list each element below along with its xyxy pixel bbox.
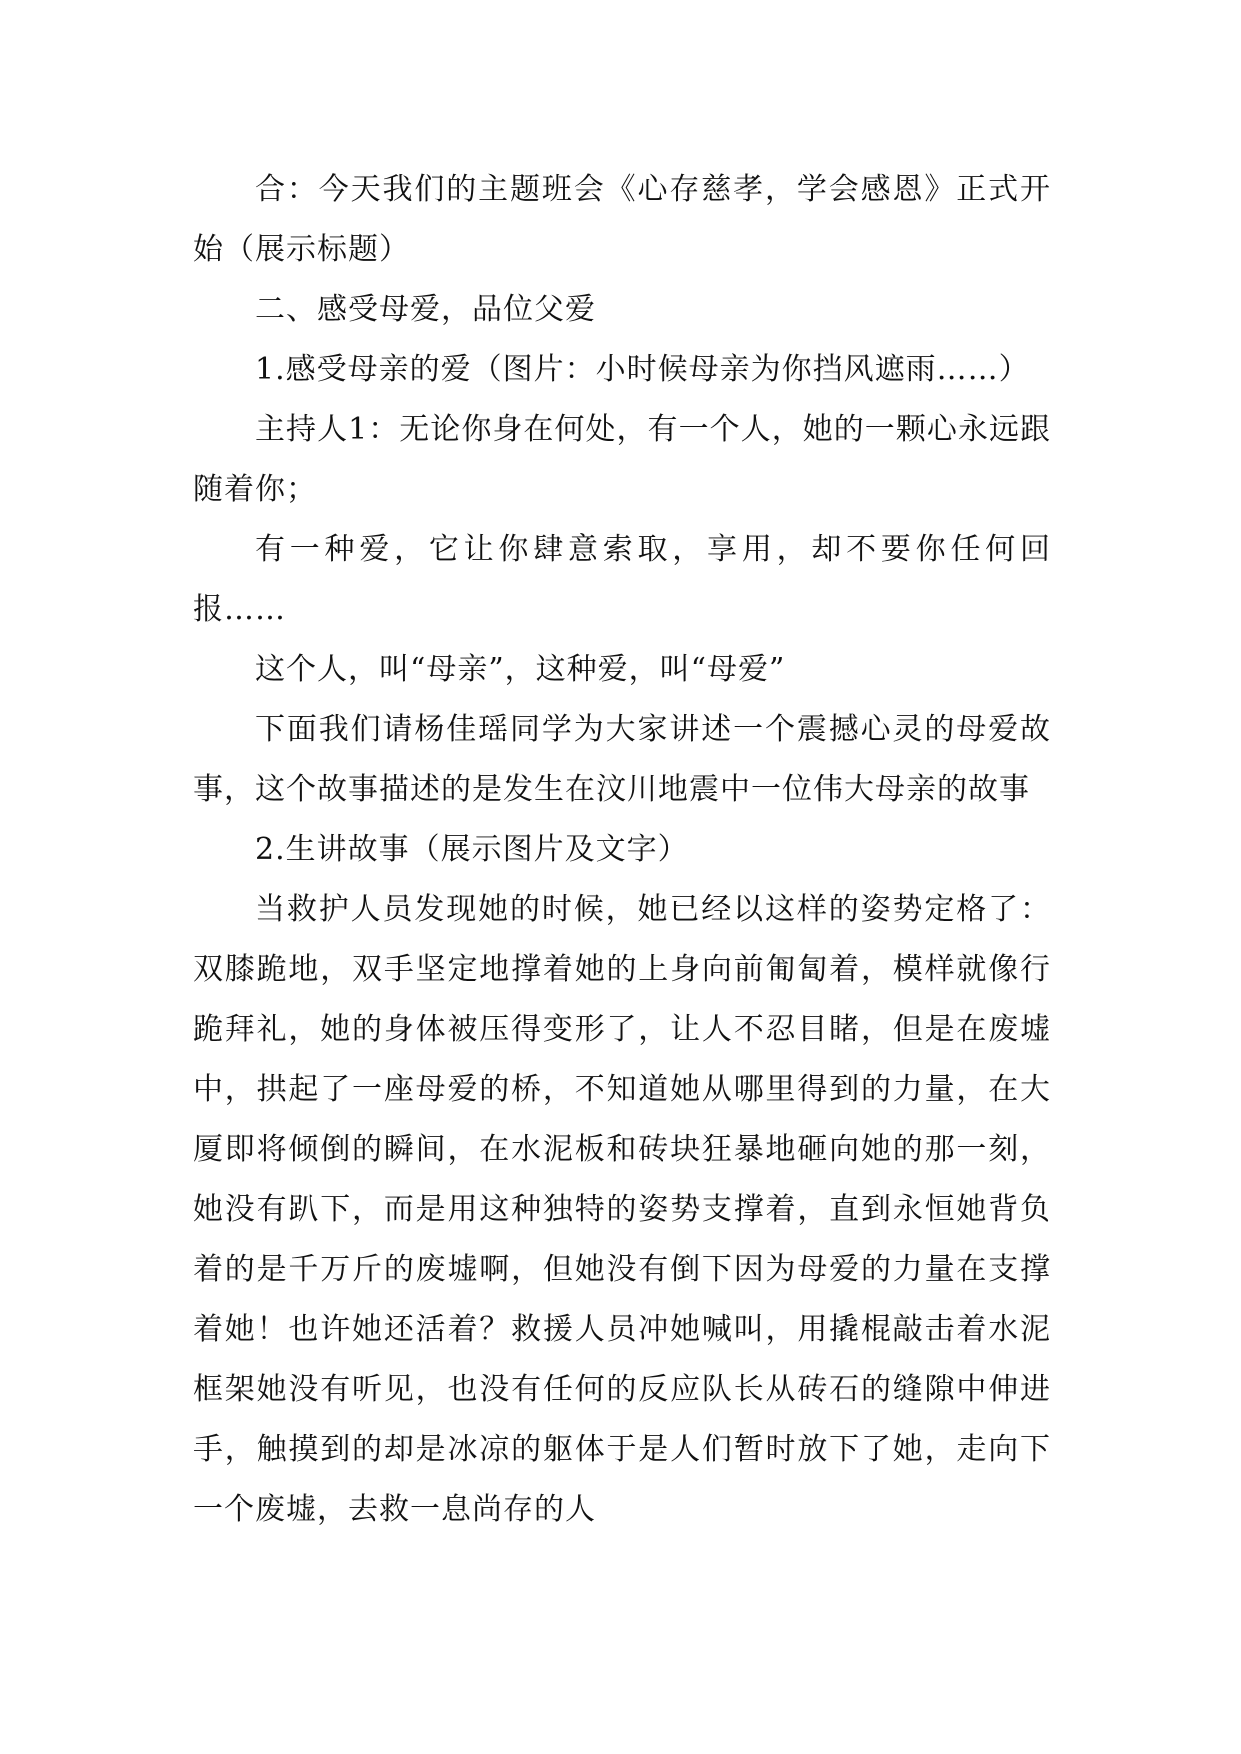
subheading-mother-love: 1.感受母亲的爱（图片：小时候母亲为你挡风遮雨……） <box>255 352 1030 387</box>
paragraph-kind-of-love: 有一种爱，它让你肆意索取，享用，却不要你任何回报…… <box>193 532 1051 627</box>
paragraph-opening: 合：今天我们的主题班会《心存慈孝，学会感恩》正式开始（展示标题） <box>193 172 1051 267</box>
paragraph-story-intro: 下面我们请杨佳瑶同学为大家讲述一个震撼心灵的母爱故事，这个故事描述的是发生在汶川地震中一位伟大母亲的故事 <box>193 712 1051 807</box>
document-body <box>193 160 1051 1540</box>
paragraph-mother-definition: 这个人，叫“母亲”，这种爱，叫“母爱” <box>255 652 786 687</box>
subheading-student-story: 2.生讲故事（展示图片及文字） <box>255 832 689 867</box>
section-heading-feel-love: 二、感受母爱，品位父爱 <box>255 292 596 327</box>
paragraph-story-body: 当救护人员发现她的时候，她已经以这样的姿势定格了：双膝跪地，双手坚定地撑着她的上身向前匍匐着，模样就像行跪拜礼，她的身体被压得变形了，让人不忍目睹，但是在废墟中，拱起了一座母爱的桥，不知道她从哪里得到的力量，在大厦即将倾倒的瞬间，在水泥板和砖块狂暴地砸向她的那一刻，她没有趴下，而是用这种独特的姿势支撑着，直到永恒她背负着的是千万斤的废墟啊，但她没有倒下因为母爱的力量在支撑着她！也许她还活着？救援人员冲她喊叫，用撬棍敲击着水泥框架她没有听见，也没有任何的反应队长从砖石的缝隙中伸进手，触摸到的却是冰凉的躯体于是人们暂时放下了她，走向下一个废墟，去救一息尚存的人 <box>193 892 1051 1527</box>
paragraph-host-1: 主持人1：无论你身在何处，有一个人，她的一颗心永远跟随着你； <box>193 412 1051 507</box>
